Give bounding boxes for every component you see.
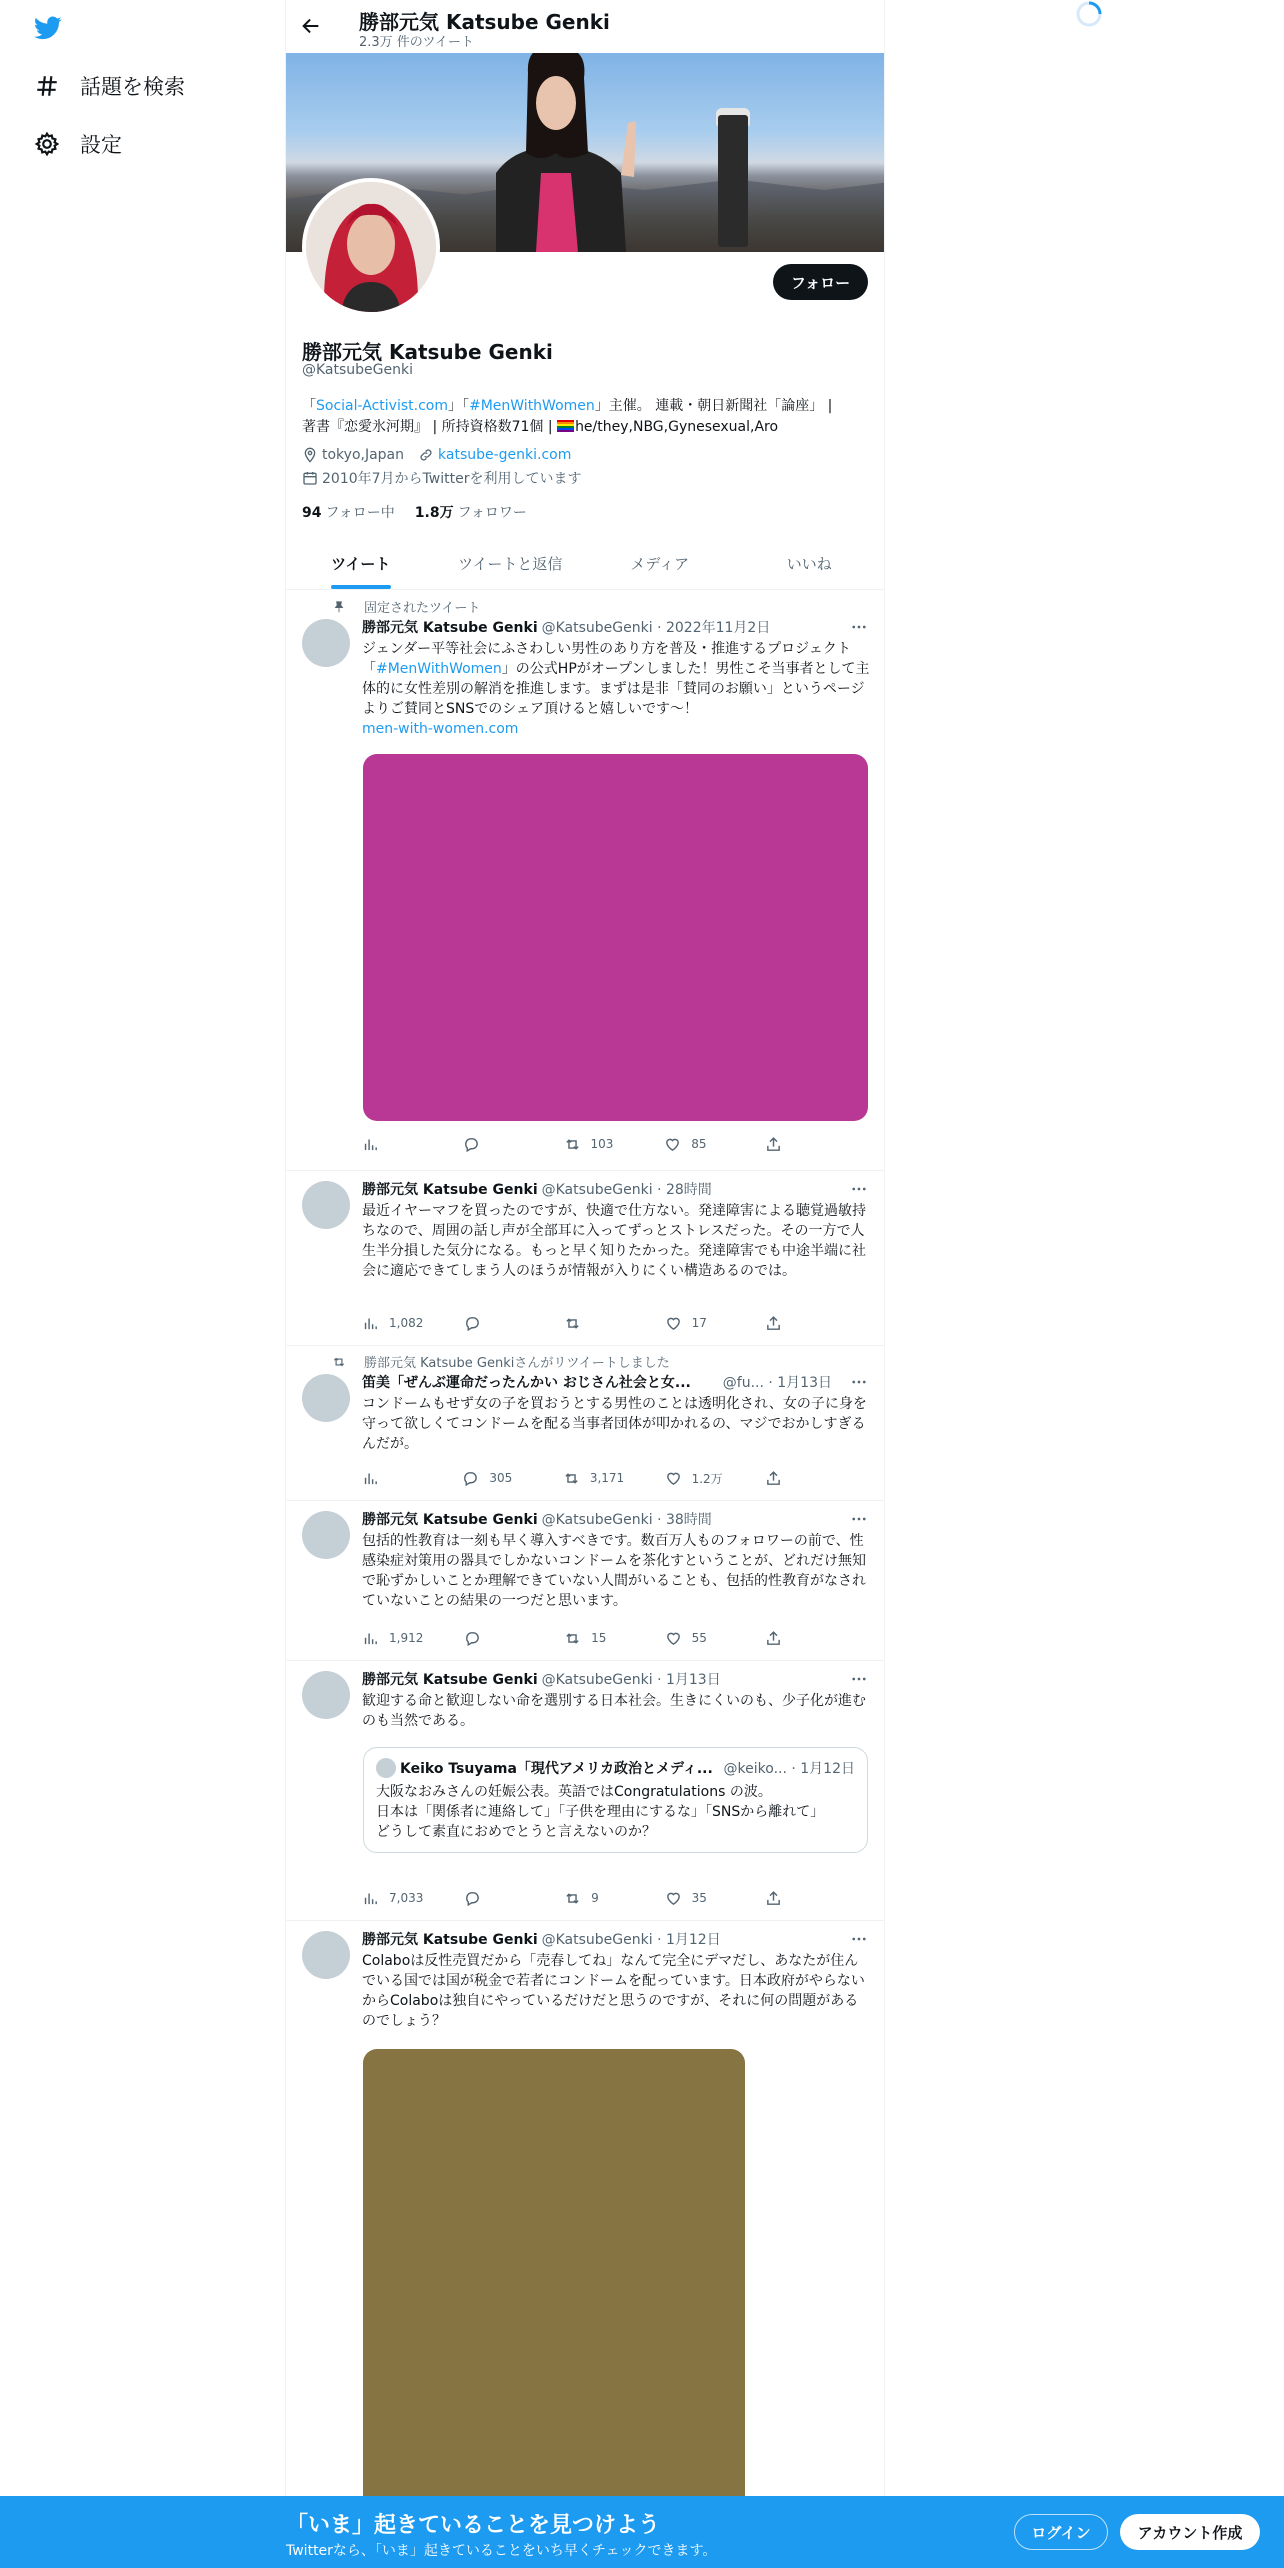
nav-settings-label: 設定 (80, 133, 122, 157)
quoted-tweet[interactable] (363, 1747, 868, 1853)
retweet-icon (564, 1315, 581, 1332)
tab-label: いいね (786, 555, 832, 573)
views-button[interactable] (362, 1313, 423, 1333)
views-button[interactable] (362, 1134, 422, 1154)
tweet-header (362, 1179, 872, 1199)
tweet-text-segment: ジェンダー平等社会にふさわしい男性のあり方を普及・推進するプロジェクト「 (362, 641, 851, 677)
like-count: 35 (691, 1891, 707, 1905)
tweet-author-name[interactable]: 勝部元気 Katsube Genki (362, 1512, 538, 1528)
pinned-context (332, 597, 480, 616)
tweet-retweeted[interactable] (286, 1346, 884, 1501)
twitter-bird-icon[interactable] (32, 14, 64, 42)
tab-tweets-and-replies[interactable] (436, 536, 586, 589)
views-button[interactable] (362, 1468, 422, 1488)
bio-text: 」主催。 連載・朝日新聞社「論座」 | (594, 398, 833, 414)
tweet-text: 包括的性教育は一刻も早く導入すべきです。数百万人ものフォロワーの前で、性感染症対策用の器具でしかないコンドームを茶化すということが、どれだけ無知で恥ずかしいことか理解できていない人間がいることも、包括的性教育がなされていないことの結果の一つだと思います。 (362, 1533, 866, 1609)
profile-location: tokyo,Japan (322, 447, 405, 463)
heart-icon (664, 1136, 681, 1153)
retweet-context-label: 勝部元気 Katsube Genkiさんがリツイートしました (364, 1356, 670, 1371)
avatar[interactable] (302, 1511, 350, 1559)
tweet-actions (362, 1468, 792, 1488)
tweet-media-image[interactable] (363, 754, 868, 1121)
retweet-button[interactable] (564, 1628, 624, 1648)
views-chart-icon (362, 1890, 379, 1907)
retweet-icon (332, 1355, 346, 1369)
retweet-button[interactable] (564, 1888, 624, 1908)
profile-meta-joined (302, 468, 581, 488)
tweet-text: 最近イヤーマフを買ったのですが、快適で仕方ない。発達障害による聴覚過敏持ちなので、周囲の話し声が全部耳に入ってずっとストレスだった。その一方で人生半分損した気分になる。もっと早く知りたかった。発達障害でも中途半端に社会に適応できてしまう人のほうが情報が入りにくい構造あるのでは。 (362, 1203, 866, 1279)
retweet-button[interactable] (564, 1313, 624, 1333)
bio-hashtag-menwithwomen[interactable]: #MenWithWomen (468, 398, 595, 414)
avatar[interactable] (302, 619, 350, 667)
views-button[interactable] (362, 1628, 423, 1648)
more-options-icon[interactable] (850, 1930, 868, 1948)
retweet-icon (563, 1470, 580, 1487)
login-button[interactable]: ログイン (1014, 2514, 1108, 2550)
avatar[interactable] (302, 1374, 350, 1422)
tweet-header (362, 617, 872, 637)
tweet-hashtag[interactable]: #MenWithWomen (376, 661, 502, 677)
tab-label: ツイート (331, 555, 391, 573)
retweet-button[interactable] (563, 1468, 624, 1488)
retweet-count: 15 (591, 1631, 607, 1645)
gear-icon (34, 131, 60, 157)
signup-prompt-subtitle: Twitterなら、「いま」起きていることをいち早くチェックできます。 (286, 2543, 717, 2559)
profile-handle: @KatsubeGenki (302, 362, 414, 378)
tweet-text-segment: 」の公式HPがオープンしました！男性こそ当事者として主体的に女性差別の解消を推進します。まずは是非「賛同のお願い」というページよりご賛同とSNSでのシェア頂けると嬉しいです〜！ (362, 661, 870, 717)
views-chart-icon (362, 1630, 379, 1647)
follow-button[interactable]: フォロー (773, 264, 868, 300)
quoted-tweet-text (376, 1782, 855, 1842)
pinned-label: 固定されたツイート (364, 601, 481, 616)
profile-stats (302, 502, 547, 522)
tweet-text (362, 639, 872, 739)
like-button[interactable] (665, 1888, 725, 1908)
reply-button[interactable] (464, 1628, 524, 1648)
followers-stat[interactable] (415, 502, 527, 522)
tweet[interactable] (286, 1921, 884, 2568)
heart-icon (665, 1470, 682, 1487)
views-chart-icon (362, 1470, 379, 1487)
tweet-author-name[interactable]: 勝部元気 Katsube Genki (362, 1932, 538, 1948)
following-count: 94 (302, 505, 322, 521)
retweet-count: 9 (591, 1891, 599, 1905)
avatar[interactable] (376, 1758, 396, 1778)
back-arrow-icon[interactable] (300, 15, 322, 37)
tweet-text: コンドームもせず女の子を買おうとする男性のことは透明化され、女の子に身を守って欲しくてコンドームを配る当事者団体が叩かれるの、マジでおかしすぎるんだが。 (362, 1396, 867, 1452)
reply-bubble-icon (464, 1630, 481, 1647)
views-button[interactable] (362, 1888, 423, 1908)
tweet-media-image[interactable] (363, 2049, 745, 2568)
reply-bubble-icon (462, 1470, 479, 1487)
share-button[interactable] (765, 1888, 792, 1908)
signup-button[interactable]: アカウント作成 (1120, 2514, 1260, 2550)
tweet-meta: @KatsubeGenki · 28時間 (541, 1182, 712, 1198)
like-count: 85 (691, 1137, 707, 1151)
retweet-button[interactable] (564, 1134, 624, 1154)
quoted-author-name[interactable]: Keiko Tsuyama「現代アメリカ政治とメディ... (400, 1761, 713, 1777)
reply-button[interactable] (463, 1134, 523, 1154)
tweet-pinned[interactable] (286, 591, 884, 1171)
like-button[interactable] (665, 1313, 725, 1333)
tweet-meta: @KatsubeGenki · 38時間 (541, 1512, 712, 1528)
quoted-tweet-header (376, 1758, 855, 1778)
like-button[interactable] (664, 1134, 724, 1154)
main-column (285, 0, 885, 2568)
like-count: 17 (691, 1316, 707, 1330)
reply-count: 305 (489, 1471, 513, 1485)
bio-text: he/they,NBG,Gynesexual,Aro (575, 419, 779, 435)
tweet-text: Colaboは反性売買だから「売春してね」なんて完全にデマだし、あなたが住んでいる国では国が税金で若者にコンドームを配っています。日本政府がやらないからColaboは独自にやっているだけだと思うのですが、それに何の問題があるのでしょう？ (362, 1953, 865, 2029)
tweet-with-quote[interactable] (286, 1661, 884, 1921)
loading-spinner-icon (1075, 0, 1103, 28)
more-options-icon[interactable] (850, 1180, 868, 1198)
bio-text: 著書『恋愛氷河期』 | 所持資格数71個 | (302, 419, 558, 435)
tweet-author-name[interactable]: 勝部元気 Katsube Genki (362, 1182, 538, 1198)
tweet-header (362, 1509, 872, 1529)
tweet-actions (362, 1628, 792, 1648)
following-stat[interactable] (302, 502, 395, 522)
views-count: 7,033 (389, 1891, 424, 1905)
tweet-header (362, 1929, 872, 1949)
reply-bubble-icon (464, 1315, 481, 1332)
views-chart-icon (362, 1136, 379, 1153)
share-icon (765, 1890, 782, 1907)
quoted-text-line: どうして素直におめでとうと言えないのか？ (376, 1824, 656, 1840)
share-button[interactable] (765, 1313, 792, 1333)
like-button[interactable] (665, 1468, 725, 1488)
tab-label: メディア (630, 555, 690, 573)
tab-label: ツイートと返信 (458, 555, 563, 573)
tweet-author-name[interactable]: 勝部元気 Katsube Genki (362, 620, 538, 636)
tweet-text: 歓迎する命と歓迎しない命を選別する日本社会。生きにくいのも、少子化が進むのも当然である。 (362, 1693, 866, 1729)
nav-explore-label: 話題を検索 (80, 75, 185, 99)
tweet-header (362, 1669, 872, 1689)
like-button[interactable] (665, 1628, 725, 1648)
nav-settings[interactable] (34, 124, 122, 164)
tweet-url-link[interactable]: men-with-women.com (362, 721, 519, 737)
retweet-icon (564, 1630, 581, 1647)
bio-text: 「 (302, 398, 316, 414)
views-count: 1,912 (389, 1631, 424, 1645)
nav-explore[interactable] (34, 66, 185, 106)
reply-button[interactable] (464, 1888, 524, 1908)
avatar[interactable] (302, 1931, 350, 1979)
quoted-text-line: 大阪なおみさんの妊娠公表。英語ではCongratulations の波。 (376, 1784, 772, 1800)
retweet-context (332, 1352, 670, 1371)
profile-website-link[interactable]: katsube-genki.com (438, 447, 572, 463)
retweet-count: 103 (590, 1137, 614, 1151)
views-chart-icon (362, 1315, 379, 1332)
retweet-icon (564, 1136, 581, 1153)
retweet-icon (564, 1890, 581, 1907)
tweet[interactable] (286, 1501, 884, 1661)
share-button[interactable] (765, 1134, 792, 1154)
reply-bubble-icon (463, 1136, 480, 1153)
tweet-author-name[interactable]: 勝部元気 Katsube Genki (362, 1672, 538, 1688)
tweet-actions (362, 1888, 792, 1908)
more-options-icon[interactable] (850, 1670, 868, 1688)
location-pin-icon (302, 447, 318, 463)
calendar-icon (302, 470, 318, 486)
heart-icon (665, 1315, 682, 1332)
avatar[interactable] (302, 1671, 350, 1719)
like-count: 55 (691, 1631, 707, 1645)
profile-bio (302, 396, 872, 438)
share-icon (765, 1470, 782, 1487)
share-icon (765, 1315, 782, 1332)
reply-button[interactable] (462, 1468, 522, 1488)
share-button[interactable] (765, 1628, 792, 1648)
tab-active-indicator (331, 585, 391, 589)
profile-joined-date: 2010年7月からTwitterを利用しています (322, 471, 582, 487)
pin-icon (332, 600, 346, 614)
profile-name: 勝部元気 Katsube Genki (302, 340, 553, 364)
tab-likes[interactable] (735, 536, 885, 589)
like-count: 1.2万 (691, 1471, 723, 1486)
bio-link-social-activist[interactable]: Social-Activist.com (316, 398, 448, 414)
reply-bubble-icon (464, 1890, 481, 1907)
tweet-meta: @fu... · 1月13日 (722, 1375, 832, 1391)
tweet-meta: @KatsubeGenki · 2022年11月2日 (541, 620, 771, 636)
signup-prompt-title: 「いま」起きていることを見つけよう (286, 2513, 661, 2538)
share-button[interactable] (765, 1468, 792, 1488)
profile-header-bar (286, 0, 884, 53)
profile-avatar[interactable] (302, 178, 440, 316)
followers-count: 1.8万 (414, 505, 454, 521)
followers-label: フォロワー (457, 505, 527, 521)
heart-icon (665, 1630, 682, 1647)
signup-prompt-bar (0, 2496, 1284, 2568)
tweet-actions (362, 1313, 792, 1333)
tweet-header (362, 1372, 832, 1392)
retweet-count: 3,171 (589, 1471, 625, 1485)
header-title: 勝部元気 Katsube Genki (359, 10, 610, 34)
tweet-actions (362, 1134, 792, 1154)
tweet-meta: @KatsubeGenki · 1月12日 (541, 1932, 721, 1948)
tab-tweets[interactable] (286, 536, 436, 589)
rainbow-flag-icon (557, 420, 574, 432)
reply-button[interactable] (464, 1313, 524, 1333)
more-options-icon[interactable] (850, 1373, 868, 1391)
bio-text: 」「 (447, 398, 469, 414)
profile-tabs (286, 536, 884, 590)
avatar[interactable] (302, 1181, 350, 1229)
following-label: フォロー中 (325, 505, 395, 521)
hashtag-icon (34, 73, 60, 99)
tweet-author-name[interactable]: 笛美「ぜんぶ運命だったんかい おじさん社会と女... (362, 1375, 691, 1391)
share-icon (765, 1136, 782, 1153)
tab-media[interactable] (585, 536, 735, 589)
tweet[interactable] (286, 1171, 884, 1346)
views-count: 1,082 (389, 1316, 424, 1330)
more-options-icon[interactable] (850, 1510, 868, 1528)
share-icon (765, 1630, 782, 1647)
quoted-text-line: 日本は「関係者に連絡して」「子供を理由にするな」「SNSから離れて」 (376, 1804, 825, 1820)
header-tweet-count: 2.3万 件のツイート (359, 35, 474, 50)
heart-icon (665, 1890, 682, 1907)
quoted-tweet-meta: @keiko... · 1月12日 (723, 1761, 855, 1777)
profile-meta-location-website (302, 447, 571, 463)
more-options-icon[interactable] (850, 618, 868, 636)
link-icon (418, 447, 434, 463)
tweet-meta: @KatsubeGenki · 1月13日 (541, 1672, 721, 1688)
